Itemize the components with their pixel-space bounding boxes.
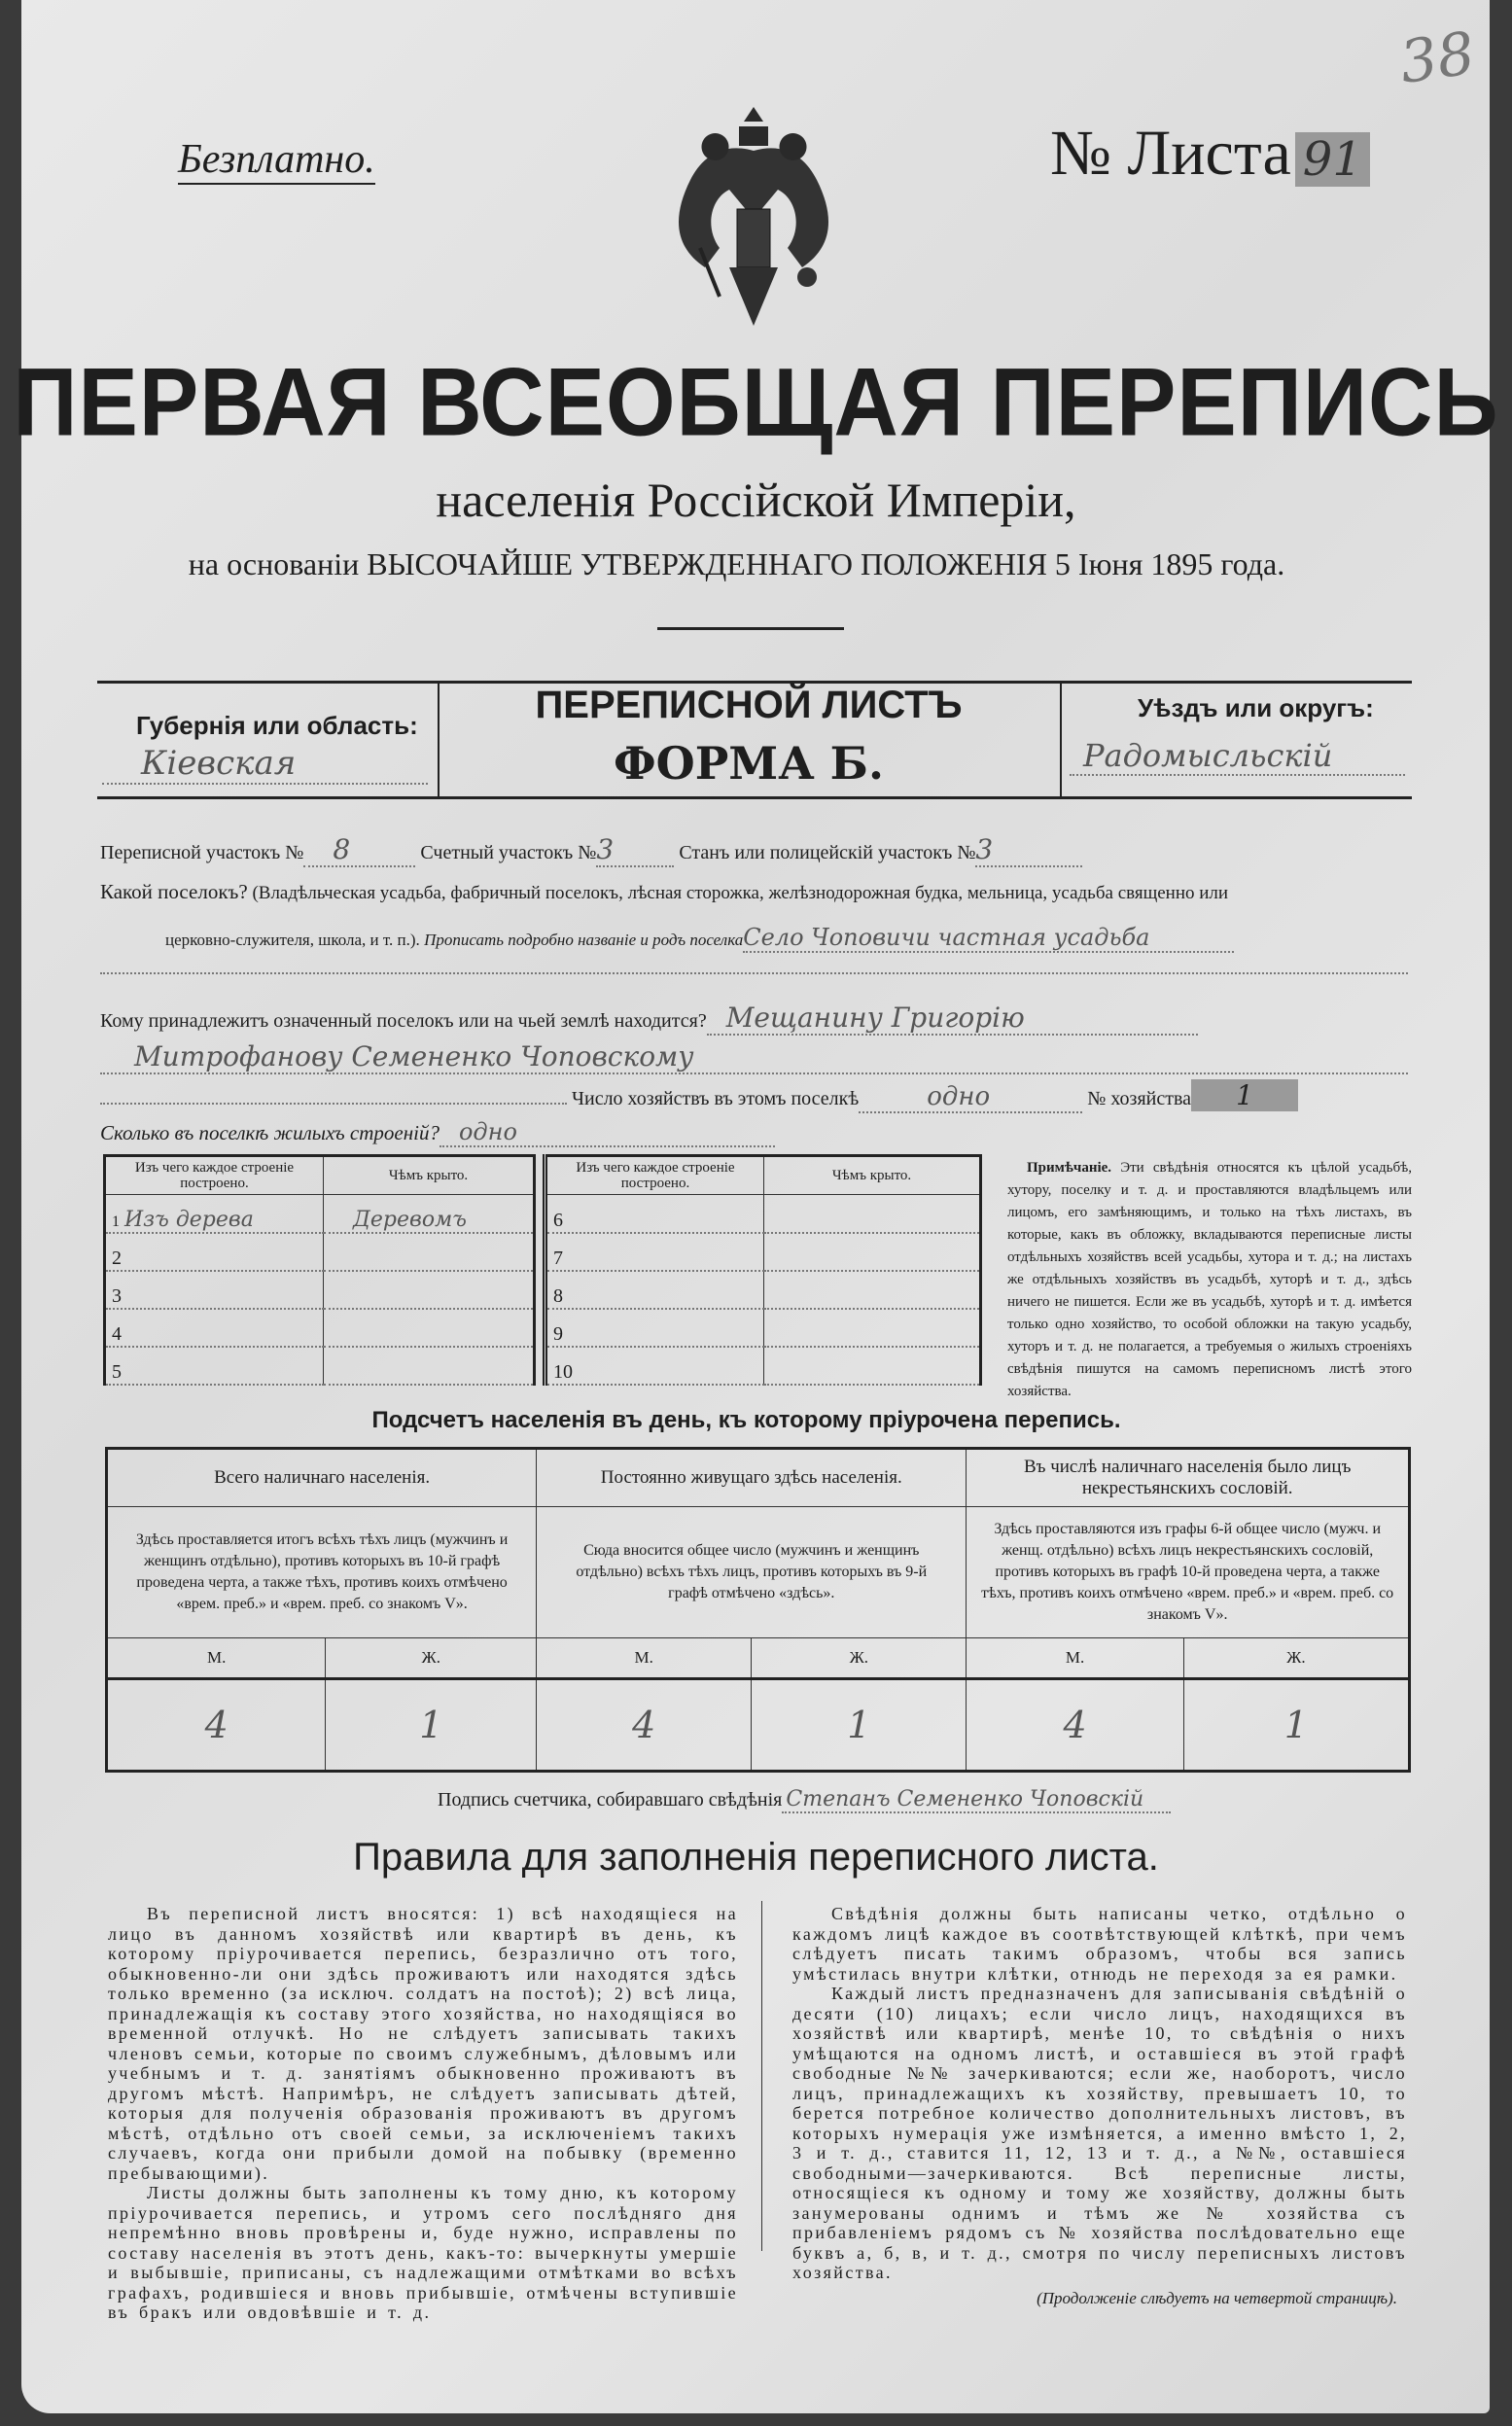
buildings-table-right (543, 1154, 982, 1386)
counting-district-label: Счетный участокъ № (420, 842, 597, 863)
household-number-field[interactable]: 1 (1191, 1079, 1298, 1111)
row-number[interactable]: 2 (105, 1233, 324, 1271)
col-material-header: Изъ чего каждое строеніе построено. (545, 1156, 764, 1195)
non-peasant-population-desc: Здѣсь проставляются изъ графы 6-й общее число (мужч. и женщ. отдѣльно) всѣхъ лицъ некрестьянскихъ сословій, противъ которыхъ въ графѣ 10-й проведена черта, а также тѣхъ, противъ коихъ отмѣчено «врем. преб.» и «врем. преб. со знакомъ V». (967, 1507, 1410, 1638)
settlement-field[interactable]: Село Чоповичи частная усадьба (743, 924, 1234, 953)
police-district-label: Станъ или полицейскій участокъ № (679, 842, 976, 863)
roof-cell[interactable] (764, 1347, 981, 1385)
sheet-number-label: № Листа (1050, 118, 1291, 189)
household-number-label: № хозяйства (1087, 1088, 1192, 1109)
roof-cell[interactable] (764, 1309, 981, 1347)
census-district-row (100, 833, 1082, 867)
continuation-note: (Продолженіе слѣдуетъ на четвертой страницѣ). (1037, 2288, 1397, 2307)
roof-cell[interactable] (764, 1195, 981, 1233)
form-header-box (97, 681, 1412, 799)
female-header: Ж. (1183, 1638, 1409, 1679)
row-number[interactable]: 7 (545, 1233, 764, 1271)
police-district-field[interactable]: 3 (975, 833, 1082, 867)
total-population-desc: Здѣсь проставляется итогъ всѣхъ тѣхъ лицъ (мужчинъ и женщинъ отдѣльно), противъ которыхъ въ 10-й графѣ проведена черта, а также тѣхъ, противъ коихъ отмѣчено «врем. преб.» и «врем. преб. со знакомъ V». (107, 1507, 537, 1638)
buildings-table-left (103, 1154, 536, 1386)
form-name: ФОРМА Б. (613, 737, 885, 790)
sheet-title: ПЕРЕПИСНОЙ ЛИСТЪ (535, 684, 963, 726)
female-header: Ж. (326, 1638, 537, 1679)
roof-cell[interactable] (324, 1271, 535, 1309)
district-label: Уѣздъ или округъ: (1138, 693, 1374, 722)
settlement-row-2 (165, 924, 1234, 953)
owner-field-continued[interactable]: Митрофанову Семененко Чоповскому (100, 1040, 1408, 1074)
households-row (100, 1079, 1298, 1113)
row-number[interactable]: 5 (105, 1347, 324, 1385)
permanent-male-count[interactable]: 4 (537, 1679, 752, 1772)
table-row (105, 1347, 535, 1385)
settlement-hint: (Владѣльческая усадьба, фабричный поселокъ, лѣсная сторожка, желѣзнодорожная будка, мельница, усадьба священно или (252, 883, 1229, 903)
double-headed-eagle-emblem (661, 102, 846, 331)
free-label: Безплатно. (178, 136, 375, 185)
rules-column-1 (108, 1904, 738, 2323)
row-number: 1 (112, 1213, 120, 1230)
settlement-instruction: Прописать подробно названіе и родъ поселка (424, 931, 744, 949)
table-row (105, 1233, 535, 1271)
male-header: М. (107, 1638, 326, 1679)
roof-cell[interactable] (324, 1233, 535, 1271)
households-field[interactable]: одно (859, 1082, 1082, 1113)
roof-cell[interactable]: Деревомъ (324, 1195, 535, 1233)
permanent-population-header: Постоянно живущаго здѣсь населенія. (537, 1449, 967, 1507)
non-peasant-male-count[interactable]: 4 (967, 1679, 1183, 1772)
owner-field[interactable]: Мещанину Григорію (707, 1002, 1198, 1036)
rules-column-2 (792, 1904, 1407, 2308)
census-district-field[interactable]: 8 (303, 833, 415, 867)
rules-heading: Правила для заполненія переписного листа. (353, 1836, 1159, 1879)
sheet-number (1050, 117, 1370, 191)
table-row (105, 1271, 535, 1309)
row-number[interactable]: 8 (545, 1271, 764, 1309)
row-number[interactable]: 4 (105, 1309, 324, 1347)
table-row (105, 1309, 535, 1347)
households-label: Число хозяйствъ въ этомъ поселкѣ (572, 1088, 860, 1109)
non-peasant-female-count[interactable]: 1 (1183, 1679, 1409, 1772)
document-subtitle: населенія Россійской Имперіи, (436, 473, 1076, 527)
counting-district-field[interactable]: 3 (596, 833, 674, 867)
col-roof-header: Чѣмъ крыто. (764, 1156, 981, 1195)
settlement-label: Какой поселокъ? (100, 880, 248, 903)
divider (1060, 681, 1062, 799)
male-header: М. (537, 1638, 752, 1679)
table-row (545, 1233, 981, 1271)
note-text: Эти свѣдѣнія относятся къ цѣлой усадьбѣ, хутору, поселку и т. д. и проставляются владѣльцемъ или лицомъ, его замѣняющимъ, и только на тѣхъ листахъ, въ которые, какъ въ обложку, вкладываются переписные листы отдѣльныхъ хозяйствъ всей усадьбы, хутора и т. д.; на листахъ же отдѣльныхъ хозяйствъ въ усадьбѣ, хуторѣ и т. д., здѣсь ничего не пишется. Если же въ усадьбѣ, хуторѣ и т. д. имѣется только одно хозяйство, то особой обложки на такую усадьбу, хуторъ и т. д. не полагается, а требуемыя о жилыхъ строеніяхъ свѣдѣнія пишутся на самомъ переписномъ листѣ этого хозяйства. (1007, 1160, 1413, 1399)
roof-cell[interactable] (324, 1309, 535, 1347)
dwellings-label: Сколько въ поселкѣ жилыхъ строеній? (100, 1121, 440, 1144)
row-number[interactable]: 9 (545, 1309, 764, 1347)
population-heading: Подсчетъ населенія въ день, къ которому пріурочена перепись. (371, 1407, 1121, 1433)
signature-label: Подпись счетчика, собиравшаго свѣдѣнія (438, 1789, 783, 1811)
province-field: Кіевская (102, 744, 428, 785)
total-male-count[interactable]: 4 (107, 1679, 326, 1772)
male-header: М. (967, 1638, 1183, 1679)
table-row (545, 1309, 981, 1347)
non-peasant-population-header: Въ числѣ наличнаго населенія было лицъ некрестьянскихъ сословій. (967, 1449, 1410, 1507)
roof-cell[interactable] (324, 1347, 535, 1385)
female-header: Ж. (752, 1638, 967, 1679)
roof-cell[interactable] (764, 1233, 981, 1271)
sheet-number-value: 91 (1295, 132, 1370, 187)
census-district-label: Переписной участокъ № (100, 842, 304, 863)
divider (657, 627, 844, 630)
province-label: Губернія или область: (136, 711, 418, 740)
population-table (105, 1447, 1411, 1773)
row-number[interactable]: 6 (545, 1195, 764, 1233)
permanent-female-count[interactable]: 1 (752, 1679, 967, 1772)
rules-paragraph: Свѣдѣнія должны быть написаны четко, отдѣльно о каждомъ лицѣ каждое въ соотвѣтствующей клѣткѣ, при чемъ слѣдуетъ писать такимъ образомъ, чтобы вся запись умѣстилась внутри клѣтки, отнюдь не переходя за ея рамки. (792, 1904, 1407, 1984)
legal-basis: на основаніи ВЫСОЧАЙШЕ УТВЕРЖДЕННАГО ПОЛОЖЕНІЯ 5 Іюня 1895 года. (188, 546, 1285, 581)
blank-line (100, 1103, 567, 1105)
row-number[interactable]: 3 (105, 1271, 324, 1309)
table-row (545, 1271, 981, 1309)
roof-cell[interactable] (764, 1271, 981, 1309)
margin-page-number: 38 (1395, 19, 1479, 97)
material-cell[interactable]: Изъ дерева (124, 1207, 254, 1232)
settlement-extra-line (100, 972, 1408, 974)
column-divider (761, 1901, 762, 2251)
document-title: ПЕРВАЯ ВСЕОБЩАЯ ПЕРЕПИСЬ (13, 348, 1499, 457)
district-field: Радомысльскій (1070, 737, 1405, 776)
settlement-hint-2: церковно-служителя, школа, и т. п.). (165, 931, 420, 949)
permanent-population-desc: Сюда вносится общее число (мужчинъ и женщинъ отдѣльно) всѣхъ тѣхъ лицъ, противъ которыхъ въ 9-й графѣ отмѣчено «здѣсь». (537, 1507, 967, 1638)
owner-row (100, 1002, 1198, 1036)
table-row (105, 1195, 535, 1233)
rules-paragraph: Въ переписной листъ вносятся: 1) всѣ находящіеся на лицо въ данномъ хозяйствѣ или квартирѣ въ день, къ которому пріурочивается перепись, безразлично отъ того, обыкновенно-ли они здѣсь проживаютъ или находятся здѣсь только временно (за исключ. солдатъ на постоѣ); 2) всѣ лица, принадлежащія къ составу этого хозяйства, но находящіяся во временной отлучкѣ. Но не слѣдуетъ записывать такихъ членовъ семьи, которые по своимъ служебнымъ, дѣловымъ или учебнымъ и т. д. занятіямъ обыкновенно проживаютъ въ другомъ мѣстѣ. Напримѣръ, не слѣдуетъ записывать дѣтей, которыя для полученія образованія проживаютъ въ другомъ мѣстѣ, отдѣльно отъ своей семьи, за исключеніемъ такихъ случаевъ, когда они прибыли домой на побывку (временно пребывающими). (108, 1904, 738, 2183)
row-number[interactable]: 10 (545, 1347, 764, 1385)
dwellings-row (100, 1118, 775, 1147)
dwellings-field[interactable]: одно (440, 1118, 775, 1147)
note-label: Примѣчаніе. (1027, 1160, 1112, 1176)
rules-paragraph: Каждый листъ предназначенъ для записыванія свѣдѣній о десяти (10) лицахъ; если число лицъ, находящихся въ хозяйствѣ или квартирѣ, менѣе 10, то свѣдѣнія о нихъ умѣщаются на одномъ листѣ, и оставшіеся въ этой графѣ свободные №№ зачеркиваются; если же, наоборотъ, число лицъ, принадлежащихъ къ хозяйству, превышаетъ 10, то берется потребное количество дополнительныхъ листовъ, въ которыхъ нумерація уже измѣняется, а именно вмѣсто 1, 2, 3 и т. д., ставится 11, 12, 13 и т. д., а №№, оставшіеся свободными—зачеркиваются. Всѣ переписные листы, относящіеся къ одному и тому же хозяйству, должны быть занумерованы однимъ и тѣмъ же № хозяйства съ прибавленіемъ рядомъ съ № хозяйства послѣдовательно еще буквъ а, б, в, и т. д., смотря по числу переписныхъ листовъ хозяйства. (792, 1984, 1407, 2282)
table-row (545, 1347, 981, 1385)
total-female-count[interactable]: 1 (326, 1679, 537, 1772)
signature-row (438, 1787, 1171, 1813)
settlement-row (100, 880, 1228, 904)
col-roof-header: Чѣмъ крыто. (324, 1156, 535, 1195)
table-row (545, 1195, 981, 1233)
col-material-header: Изъ чего каждое строеніе построено. (105, 1156, 324, 1195)
owner-label: Кому принадлежитъ означенный поселокъ или на чьей землѣ находится? (100, 1010, 707, 1032)
rules-paragraph: Листы должны быть заполнены къ тому дню, къ которому пріурочивается перепись, и утромъ сего послѣдняго дня непремѣнно вновь провѣрены и, буде нужно, исправлены по составу населенія въ этотъ день, какъ-то: вычеркнуты умершіе и выбывшіе, приписаны, съ надлежащими отмѣтками во всѣхъ графахъ, родившіеся и вновь прибывшіе, отмѣчены вступившіе въ бракъ или овдовѣвшіе и т. д. (108, 2183, 738, 2322)
total-population-header: Всего наличнаго населенія. (107, 1449, 537, 1507)
enumerator-signature[interactable]: Степанъ Семененко Чоповскій (782, 1787, 1171, 1813)
buildings-note (1007, 1157, 1412, 1403)
